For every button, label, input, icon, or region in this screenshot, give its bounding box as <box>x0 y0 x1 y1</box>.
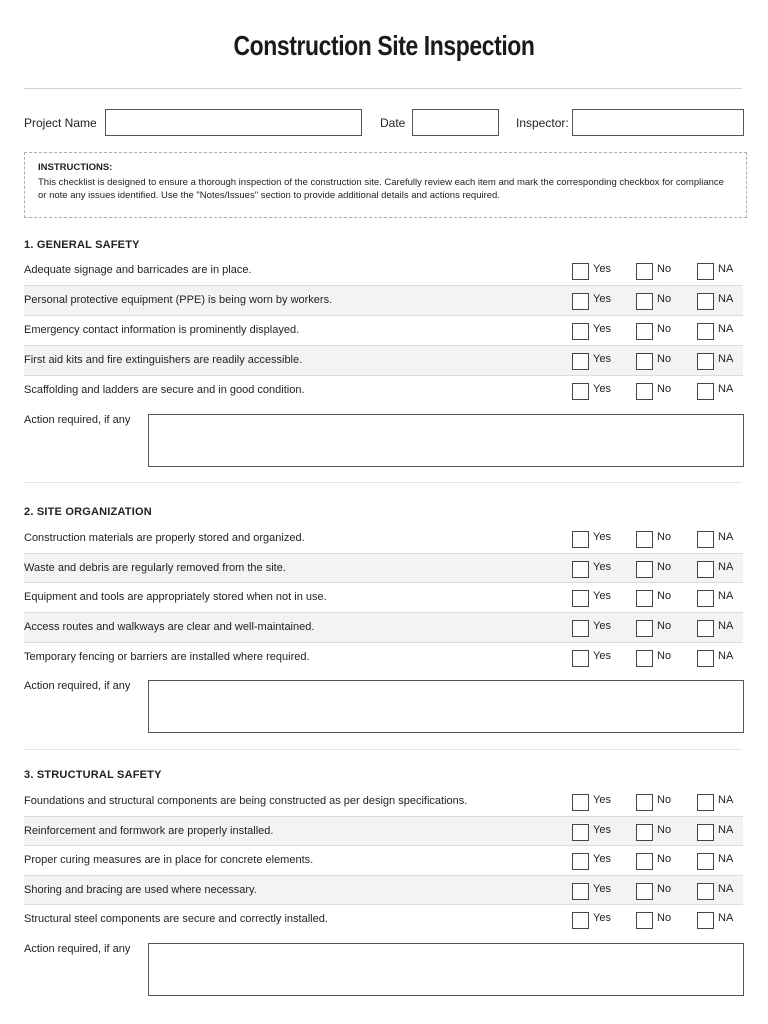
option-label-na: NA <box>718 883 734 895</box>
checkbox-na[interactable] <box>697 323 714 340</box>
checkbox-no[interactable] <box>636 794 653 811</box>
date-input[interactable] <box>412 109 499 136</box>
checklist-item-text: Proper curing measures are in place for concrete elements. <box>24 854 314 866</box>
checkbox-yes[interactable] <box>572 383 589 400</box>
checklist-row <box>24 256 743 286</box>
checkbox-no[interactable] <box>636 883 653 900</box>
option-label-na: NA <box>718 912 734 924</box>
checklist-row <box>24 554 743 583</box>
option-label-yes: Yes <box>593 323 611 335</box>
checkbox-na[interactable] <box>697 794 714 811</box>
checkbox-yes[interactable] <box>572 531 589 548</box>
inspector-input[interactable] <box>572 109 744 136</box>
checkbox-no[interactable] <box>636 824 653 841</box>
option-label-no: No <box>657 883 672 895</box>
option-label-yes: Yes <box>593 794 611 806</box>
checklist-item-text: Equipment and tools are appropriately stored when not in use. <box>24 591 327 603</box>
page-title: Construction Site Inspection <box>233 30 535 61</box>
instructions-box <box>24 152 747 218</box>
checklist-item-text: Shoring and bracing are used where necessary. <box>24 884 257 896</box>
option-label-no: No <box>657 590 672 602</box>
checkbox-na[interactable] <box>697 650 714 667</box>
option-label-no: No <box>657 561 672 573</box>
checklist-item-text: Construction materials are properly stored and organized. <box>24 532 305 544</box>
checkbox-no[interactable] <box>636 912 653 929</box>
checkbox-na[interactable] <box>697 912 714 929</box>
checkbox-na[interactable] <box>697 620 714 637</box>
option-label-na: NA <box>718 383 734 395</box>
checklist-row <box>24 817 743 846</box>
checkbox-no[interactable] <box>636 293 653 310</box>
option-label-no: No <box>657 323 672 335</box>
checkbox-yes[interactable] <box>572 824 589 841</box>
checkbox-yes[interactable] <box>572 263 589 280</box>
checkbox-na[interactable] <box>697 590 714 607</box>
section-title: 3. STRUCTURAL SAFETY <box>24 769 162 781</box>
checkbox-no[interactable] <box>636 263 653 280</box>
checkbox-yes[interactable] <box>572 323 589 340</box>
option-label-na: NA <box>718 590 734 602</box>
checklist-row <box>24 846 743 876</box>
option-label-yes: Yes <box>593 293 611 305</box>
option-label-no: No <box>657 531 672 543</box>
action-required-input[interactable] <box>148 414 744 467</box>
option-label-na: NA <box>718 794 734 806</box>
action-required-label: Action required, if any <box>24 414 131 426</box>
checklist-row <box>24 316 743 346</box>
checklist-item-text: Access routes and walkways are clear and well-maintained. <box>24 621 315 633</box>
checklist-row <box>24 787 743 817</box>
option-label-na: NA <box>718 853 734 865</box>
option-label-na: NA <box>718 824 734 836</box>
checkbox-yes[interactable] <box>572 293 589 310</box>
project-name-label: Project Name <box>24 116 97 130</box>
date-label: Date <box>380 116 406 130</box>
checklist-item-text: Emergency contact information is prominently displayed. <box>24 324 300 336</box>
option-label-yes: Yes <box>593 383 611 395</box>
option-label-no: No <box>657 824 672 836</box>
option-label-na: NA <box>718 531 734 543</box>
option-label-no: No <box>657 912 672 924</box>
option-label-yes: Yes <box>593 824 611 836</box>
checkbox-no[interactable] <box>636 353 653 370</box>
checkbox-na[interactable] <box>697 293 714 310</box>
checklist-row <box>24 524 743 554</box>
checkbox-yes[interactable] <box>572 853 589 870</box>
option-label-na: NA <box>718 650 734 662</box>
checklist-row <box>24 905 743 935</box>
checkbox-no[interactable] <box>636 620 653 637</box>
section-title: 2. SITE ORGANIZATION <box>24 506 152 518</box>
checkbox-yes[interactable] <box>572 620 589 637</box>
checkbox-no[interactable] <box>636 650 653 667</box>
action-required-input[interactable] <box>148 680 744 733</box>
checklist-item-text: Waste and debris are regularly removed from the site. <box>24 562 286 574</box>
checkbox-na[interactable] <box>697 531 714 548</box>
title-divider <box>24 88 742 89</box>
option-label-no: No <box>657 383 672 395</box>
project-name-input[interactable] <box>105 109 362 136</box>
option-label-na: NA <box>718 561 734 573</box>
option-label-na: NA <box>718 353 734 365</box>
checkbox-yes[interactable] <box>572 883 589 900</box>
checkbox-yes[interactable] <box>572 561 589 578</box>
checkbox-na[interactable] <box>697 263 714 280</box>
option-label-yes: Yes <box>593 353 611 365</box>
checklist-row <box>24 876 743 905</box>
option-label-na: NA <box>718 263 734 275</box>
checkbox-na[interactable] <box>697 383 714 400</box>
checkbox-no[interactable] <box>636 383 653 400</box>
checkbox-no[interactable] <box>636 590 653 607</box>
option-label-no: No <box>657 263 672 275</box>
option-label-yes: Yes <box>593 853 611 865</box>
checklist-item-text: Personal protective equipment (PPE) is being worn by workers. <box>24 294 333 306</box>
option-label-no: No <box>657 293 672 305</box>
inspector-label: Inspector: <box>516 116 569 130</box>
checklist-item-text: Structural steel components are secure and correctly installed. <box>24 913 328 925</box>
option-label-na: NA <box>718 293 734 305</box>
option-label-yes: Yes <box>593 531 611 543</box>
checkbox-no[interactable] <box>636 853 653 870</box>
option-label-yes: Yes <box>593 912 611 924</box>
option-label-no: No <box>657 853 672 865</box>
option-label-na: NA <box>718 323 734 335</box>
checklist-row <box>24 286 743 316</box>
section-divider <box>24 482 742 483</box>
section-title: 1. GENERAL SAFETY <box>24 239 140 251</box>
option-label-yes: Yes <box>593 590 611 602</box>
checklist-row <box>24 613 743 643</box>
option-label-yes: Yes <box>593 263 611 275</box>
action-required-label: Action required, if any <box>24 943 131 955</box>
checkbox-yes[interactable] <box>572 590 589 607</box>
checkbox-na[interactable] <box>697 561 714 578</box>
checkbox-yes[interactable] <box>572 650 589 667</box>
checklist-row <box>24 346 743 376</box>
option-label-no: No <box>657 794 672 806</box>
option-label-no: No <box>657 353 672 365</box>
checklist-item-text: Foundations and structural components are being constructed as per design specifications. <box>24 795 468 807</box>
option-label-yes: Yes <box>593 561 611 573</box>
checkbox-na[interactable] <box>697 853 714 870</box>
section-divider <box>24 749 742 750</box>
instructions-heading: INSTRUCTIONS: <box>38 162 113 173</box>
checkbox-yes[interactable] <box>572 794 589 811</box>
action-required-input[interactable] <box>148 943 744 996</box>
checklist-item-text: Scaffolding and ladders are secure and in good condition. <box>24 384 305 396</box>
checklist-row <box>24 376 743 406</box>
option-label-na: NA <box>718 620 734 632</box>
checkbox-no[interactable] <box>636 561 653 578</box>
checklist-item-text: First aid kits and fire extinguishers are readily accessible. <box>24 354 303 366</box>
checkbox-yes[interactable] <box>572 912 589 929</box>
checkbox-yes[interactable] <box>572 353 589 370</box>
checklist-item-text: Reinforcement and formwork are properly installed. <box>24 825 274 837</box>
option-label-no: No <box>657 650 672 662</box>
option-label-no: No <box>657 620 672 632</box>
checkbox-na[interactable] <box>697 883 714 900</box>
option-label-yes: Yes <box>593 650 611 662</box>
checklist-item-text: Adequate signage and barricades are in place. <box>24 264 252 276</box>
checklist-row <box>24 643 743 673</box>
checkbox-na[interactable] <box>697 353 714 370</box>
instructions-body: This checklist is designed to ensure a thorough inspection of the construction site. Carefully review each item and mark the corresponding checkbox for compliance or note any issues identified. Use the "Notes/Issues" section to provide additional details and actions required. <box>38 177 724 201</box>
option-label-yes: Yes <box>593 620 611 632</box>
checkbox-na[interactable] <box>697 824 714 841</box>
checkbox-no[interactable] <box>636 531 653 548</box>
option-label-yes: Yes <box>593 883 611 895</box>
action-required-label: Action required, if any <box>24 680 131 692</box>
checkbox-no[interactable] <box>636 323 653 340</box>
checklist-item-text: Temporary fencing or barriers are installed where required. <box>24 651 310 663</box>
checklist-row <box>24 583 743 613</box>
